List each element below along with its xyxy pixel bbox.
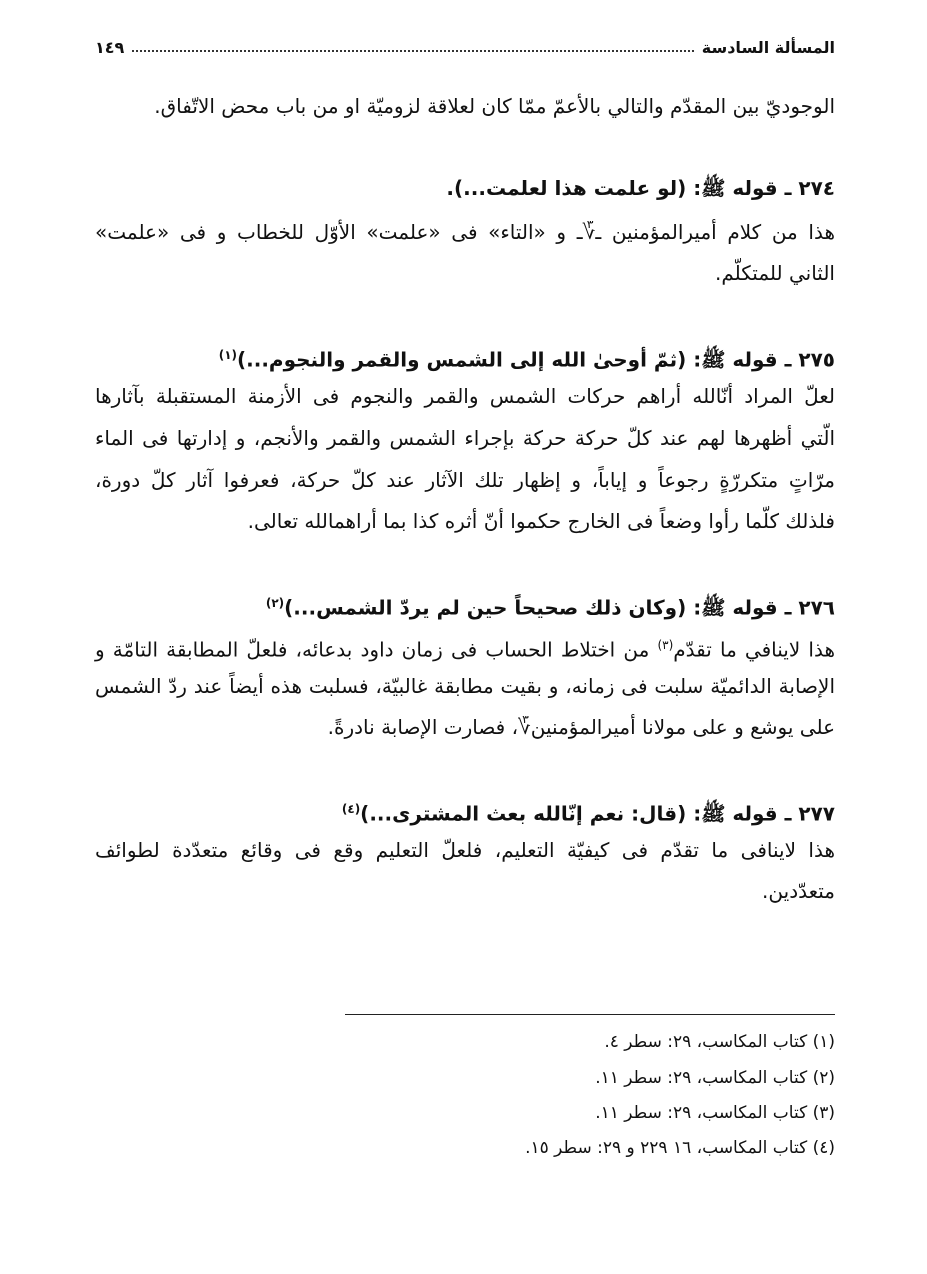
section-276-heading xyxy=(95,585,835,626)
section-276-line: الإصابة الدائميّة سلبت فى زمانه، و بقيت مطابقة غالبيّة، فسلبت هذه أيضاً عند ردّ الشمس xyxy=(95,674,835,698)
section-274-line: هذا من كلام أميرالمؤمنين ـ؆ـ و «التاء» فى «علمت» الأوّل للخطاب و فى «علمت» xyxy=(95,220,835,244)
footnote-divider xyxy=(345,1014,835,1015)
footnote: (٢) كتاب المكاسب، ٢٩: سطر ١١. xyxy=(595,1068,835,1088)
section-277-line: هذا لاينافى ما تقدّم فى كيفيّة التعليم، فلعلّ التعليم وقع فى وقائع متعدّدة لطوائف xyxy=(95,838,835,862)
heading-text: ٢٧٦ ـ قوله ﷺ: (وكان ذلك صحيحاً حين لم يردّ الشمس...) xyxy=(284,595,835,620)
footnote: (١) كتاب المكاسب، ٢٩: سطر ٤. xyxy=(604,1032,835,1052)
dotted-leader xyxy=(132,50,693,52)
footnote-ref: (٤) xyxy=(341,802,361,816)
section-275-heading xyxy=(95,337,835,378)
page-header xyxy=(95,30,835,64)
section-275-line: فلذلك كلّما رأوا وضعاً فى الخارج حكموا أنّ أثره كذا بما أراهمالله تعالى. xyxy=(247,509,835,533)
paragraph-line: الوجوديّ بين المقدّم والتالي بالأعمّ ممّا كان لعلاقة لزوميّة او من باب محض الاتّفاق. xyxy=(154,94,835,118)
section-276-line xyxy=(95,627,835,668)
section-277-heading xyxy=(95,791,835,832)
section-275-line: لعلّ المراد أنّالله أراهم حركات الشمس والقمر والنجوم فى الأزمنة المستقبلة بآثارها xyxy=(95,384,835,408)
footnote-ref: (٢) xyxy=(265,596,285,610)
footnote: (٤) كتاب المكاسب، ١٦ ٢٢٩ و ٢٩: سطر ١٥. xyxy=(525,1138,835,1158)
section-274-line: الثاني للمتكلّم. xyxy=(714,261,835,285)
page-number: ١٤٩ xyxy=(95,37,125,57)
section-276-line: على يوشع و على مولانا أميرالمؤمنين؆، فصارت الإصابة نادرةً. xyxy=(327,715,835,739)
section-275-line: الّتي أظهرها لهم عند كلّ حركة حركة بإجراء الشمس والقمر والأنجم، و إدارتها فى الماء xyxy=(95,426,835,450)
heading-text: ٢٧٥ ـ قوله ﷺ: (ثمّ أوحىٰ الله إلى الشمس والقمر والنجوم...) xyxy=(237,347,835,372)
footnote-ref: (١) xyxy=(218,348,237,362)
footnote-ref: (٣) xyxy=(657,638,674,652)
section-274-heading: ٢٧٤ ـ قوله ﷺ: (لو علمت هذا لعلمت...). xyxy=(446,176,835,200)
section-277-line: متعدّدين. xyxy=(762,879,835,903)
running-title: المسألة السادسة xyxy=(701,37,835,57)
heading-text: ٢٧٧ ـ قوله ﷺ: (قال: نعم إنّالله بعث المشترى...) xyxy=(360,801,835,826)
footnote: (٣) كتاب المكاسب، ٢٩: سطر ١١. xyxy=(595,1103,835,1123)
section-275-line: مرّاتٍ متكررّةٍ رجوعاً و إياباً، و إظهار تلك الآثار عند كلّ حركة، فعرفوا آثار كلّ دورة، xyxy=(95,468,835,492)
line-text: هذا لاينافي ما تقدّم xyxy=(673,637,835,662)
line-text: من اختلاط الحساب فى زمان داود بدعائه، فلعلّ المطابقة التامّة و xyxy=(95,637,658,662)
